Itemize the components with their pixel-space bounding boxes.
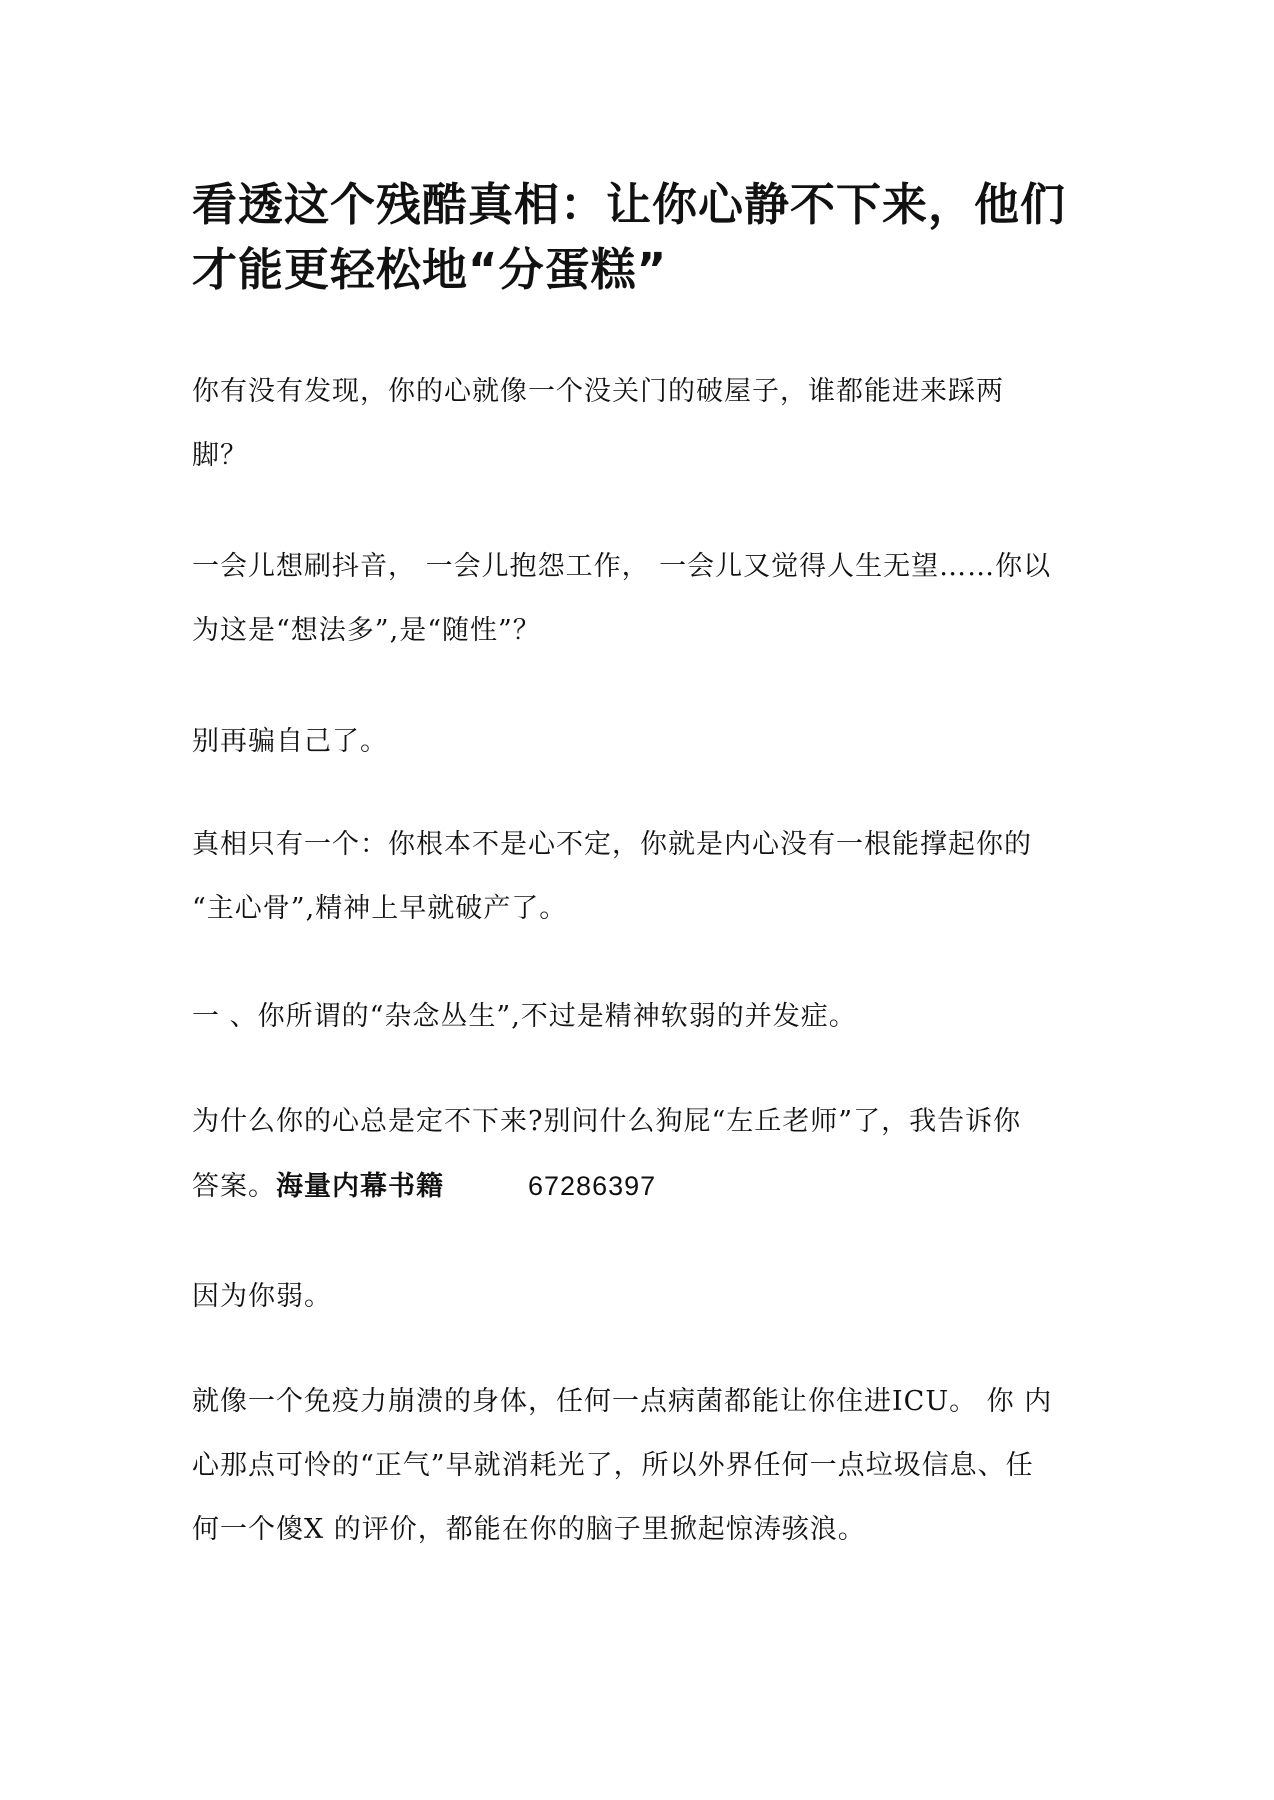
paragraph-line: 心那点可怜的“正气”早就消耗光了，所以外界任何一点垃圾信息、任 xyxy=(192,1450,1034,1481)
paragraph-line: 就像一个免疫力崩溃的身体，任何一点病菌都能让你住进ICU。 你 内 xyxy=(192,1386,1053,1417)
paragraph-7 xyxy=(192,1265,1092,1329)
section-heading: 一 、你所谓的“杂念丛生”,不过是精神软弱的并发症。 xyxy=(192,1001,857,1032)
paragraph-line: 真相只有一个：你根本不是心不定，你就是内心没有一根能撑起你的 xyxy=(192,829,1032,860)
paragraph-6 xyxy=(192,1090,1092,1219)
page-title xyxy=(192,172,1092,302)
paragraph-line: “主心骨”,精神上早就破产了。 xyxy=(192,893,568,924)
paragraph-line: 你有没有发现，你的心就像一个没关门的破屋子，谁都能进来踩两 xyxy=(192,376,1004,407)
paragraph-8 xyxy=(192,1370,1092,1562)
ad-number: 67286397 xyxy=(528,1171,657,1201)
paragraph-line: 别再骗自己了。 xyxy=(192,726,388,757)
answer-prefix: 答案。 xyxy=(192,1171,276,1202)
title-line-2: 才能更轻松地“分蛋糕” xyxy=(192,243,668,296)
paragraph-5 xyxy=(192,985,1092,1049)
paragraph-line: 一会儿想刷抖音， 一会儿抱怨工作， 一会儿又觉得人生无望……你以 xyxy=(192,551,1052,582)
paragraph-line xyxy=(192,1154,1092,1219)
paragraph-4 xyxy=(192,813,1092,941)
paragraph-2 xyxy=(192,535,1092,663)
paragraph-line: 因为你弱。 xyxy=(192,1281,332,1312)
paragraph-3 xyxy=(192,710,1092,774)
ad-text: 海量内幕书籍 xyxy=(276,1171,444,1202)
paragraph-line: 脚？ xyxy=(192,440,248,471)
paragraph-line: 为这是“想法多”,是“随性”？ xyxy=(192,615,541,646)
paragraph-line: 为什么你的心总是定不下来?别问什么狗屁“左丘老师”了，我告诉你 xyxy=(192,1106,1022,1137)
title-line-1: 看透这个残酷真相：让你心静不下来，他们 xyxy=(192,178,1067,231)
paragraph-line: 何一个傻X 的评价，都能在你的脑子里掀起惊涛骇浪。 xyxy=(192,1514,866,1545)
paragraph-1 xyxy=(192,360,1092,488)
